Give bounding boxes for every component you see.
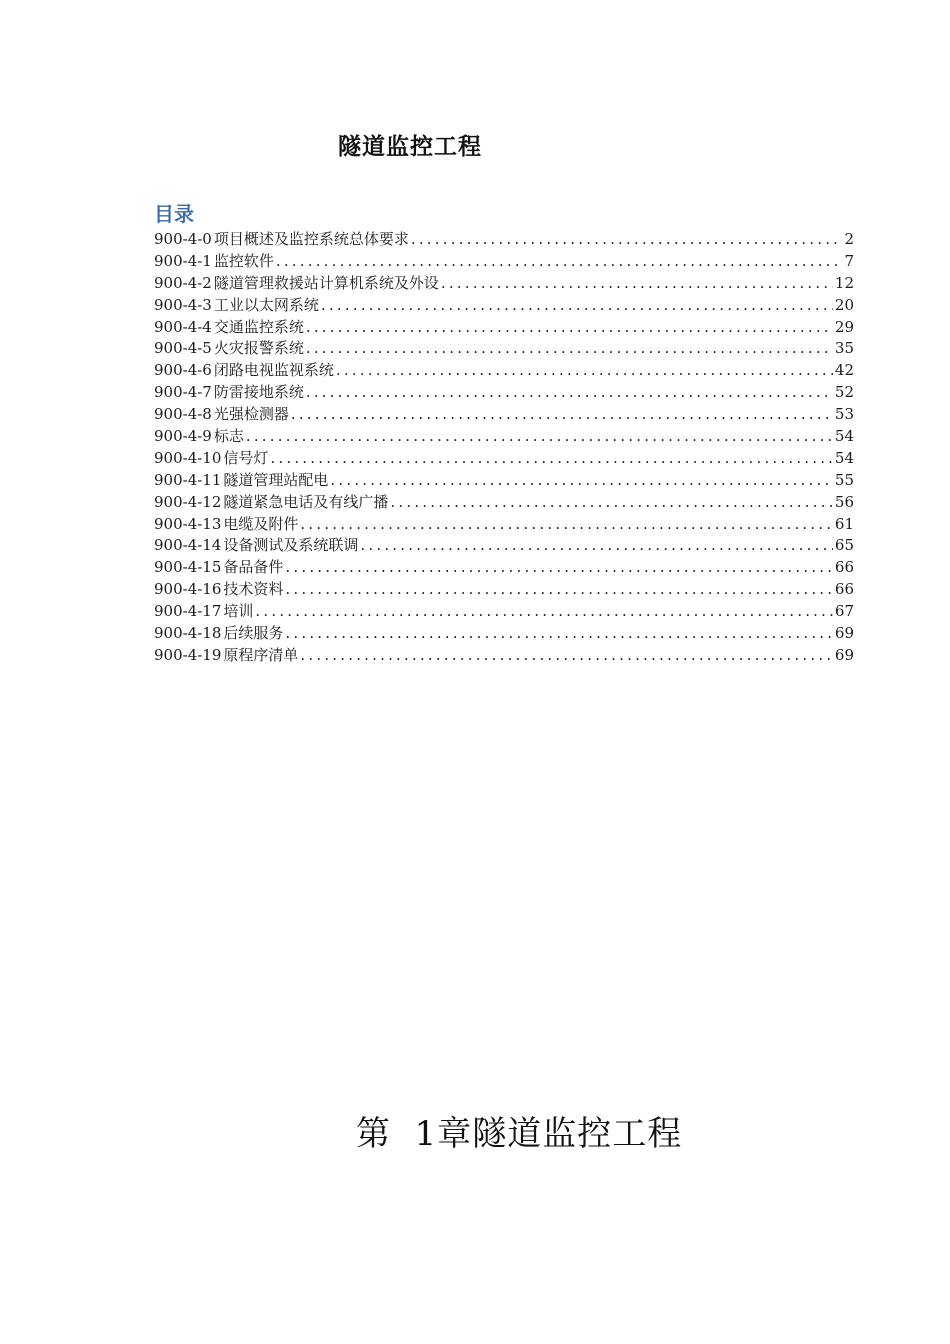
toc-entry-page: 29 — [834, 317, 854, 336]
toc-entry-page: 56 — [834, 492, 854, 511]
toc-entry-number: 900-4-14 — [154, 536, 222, 555]
toc-entry-page: 7 — [844, 251, 854, 270]
toc-entry-page: 54 — [834, 427, 854, 446]
toc-dot-leader — [285, 623, 832, 645]
toc-entry-page: 66 — [834, 558, 854, 577]
toc-dot-leader — [336, 360, 833, 382]
toc-entry[interactable] — [154, 426, 854, 448]
toc-entry-page: 55 — [834, 470, 854, 489]
toc-entry[interactable] — [154, 623, 854, 645]
toc-entry[interactable] — [154, 317, 854, 339]
toc-entry[interactable] — [154, 579, 854, 601]
toc-dot-leader — [246, 426, 833, 448]
toc-entry-page: 61 — [834, 514, 854, 533]
toc-entry-page: 20 — [834, 295, 854, 314]
toc-dot-leader — [306, 338, 833, 360]
toc-entry-page: 66 — [834, 580, 854, 599]
toc-entry-label: 隧道管理站配电 — [223, 470, 329, 489]
chapter-title: 第 1章隧道监控工程 — [356, 1114, 683, 1154]
toc-entry-page: 42 — [834, 361, 854, 380]
toc-dot-leader — [276, 251, 843, 273]
toc-entry-number: 900-4-7 — [154, 383, 212, 402]
toc-entry-page: 12 — [834, 273, 854, 292]
toc-entry-number: 900-4-6 — [154, 361, 212, 380]
toc-entry[interactable] — [154, 492, 854, 514]
toc-entry-page: 2 — [844, 230, 854, 248]
toc-entry[interactable] — [154, 295, 854, 317]
toc-dot-leader — [330, 470, 832, 492]
toc-dot-leader — [306, 382, 833, 404]
toc-entry-number: 900-4-4 — [154, 317, 212, 336]
toc-entry-number: 900-4-12 — [154, 492, 222, 511]
toc-entry-number: 900-4-3 — [154, 295, 212, 314]
toc-dot-leader — [285, 557, 832, 579]
toc-entry[interactable] — [154, 557, 854, 579]
toc-entry-number: 900-4-18 — [154, 624, 222, 643]
toc-entry-number: 900-4-8 — [154, 405, 212, 424]
toc-entry[interactable] — [154, 382, 854, 404]
toc-entry[interactable] — [154, 470, 854, 492]
toc-entry-label: 标志 — [213, 427, 244, 446]
toc-dot-leader — [411, 229, 843, 251]
toc-entry-page: 35 — [834, 339, 854, 358]
toc-entry[interactable] — [154, 601, 854, 623]
toc-entry[interactable] — [154, 251, 854, 273]
toc-entry-number: 900-4-13 — [154, 514, 222, 533]
toc-dot-leader — [306, 317, 833, 339]
toc-dot-leader — [270, 448, 832, 470]
toc-entry[interactable] — [154, 273, 854, 295]
toc-dot-leader — [291, 404, 833, 426]
toc-entry-label: 监控软件 — [213, 251, 274, 270]
toc-dot-leader — [300, 514, 832, 536]
toc-entry[interactable] — [154, 645, 854, 667]
toc-entry-label: 后续服务 — [223, 624, 284, 643]
toc-entry-label: 工业以太网系统 — [213, 295, 319, 314]
table-of-contents — [154, 229, 854, 667]
toc-entry-number: 900-4-10 — [154, 448, 222, 467]
toc-entry-number: 900-4-17 — [154, 602, 222, 621]
toc-entry-number: 900-4-11 — [154, 470, 222, 489]
toc-entry-label: 培训 — [223, 602, 254, 621]
toc-entry-number: 900-4-2 — [154, 273, 212, 292]
document-title: 隧道监控工程 — [338, 134, 482, 160]
toc-entry-page: 69 — [834, 645, 854, 664]
toc-entry-page: 65 — [834, 536, 854, 555]
toc-entry[interactable] — [154, 229, 854, 251]
toc-entry-label: 原程序清单 — [223, 645, 299, 664]
toc-entry-label: 隧道管理救援站计算机系统及外设 — [213, 273, 439, 292]
toc-entry[interactable] — [154, 338, 854, 360]
toc-entry-label: 光强检测器 — [213, 405, 289, 424]
toc-entry-number: 900-4-16 — [154, 580, 222, 599]
toc-entry-label: 电缆及附件 — [223, 514, 299, 533]
toc-entry-number: 900-4-19 — [154, 645, 222, 664]
toc-heading: 目录 — [154, 202, 194, 226]
toc-entry-label: 隧道紧急电话及有线广播 — [223, 492, 389, 511]
toc-entry-number: 900-4-9 — [154, 427, 212, 446]
toc-dot-leader — [360, 535, 832, 557]
toc-entry-label: 技术资料 — [223, 580, 284, 599]
toc-entry[interactable] — [154, 514, 854, 536]
toc-entry-page: 53 — [834, 405, 854, 424]
toc-dot-leader — [321, 295, 833, 317]
toc-entry-page: 69 — [834, 624, 854, 643]
toc-entry-number: 900-4-15 — [154, 558, 222, 577]
toc-dot-leader — [441, 273, 833, 295]
toc-entry[interactable] — [154, 360, 854, 382]
toc-entry-label: 闭路电视监视系统 — [213, 361, 334, 380]
toc-entry-number: 900-4-5 — [154, 339, 212, 358]
toc-entry-label: 交通监控系统 — [213, 317, 304, 336]
toc-entry[interactable] — [154, 404, 854, 426]
toc-dot-leader — [390, 492, 832, 514]
toc-entry-label: 设备测试及系统联调 — [223, 536, 359, 555]
toc-entry[interactable] — [154, 448, 854, 470]
toc-entry-page: 67 — [834, 602, 854, 621]
toc-entry-label: 信号灯 — [223, 448, 269, 467]
toc-entry-label: 火灾报警系统 — [213, 339, 304, 358]
toc-entry-number: 900-4-1 — [154, 251, 212, 270]
toc-entry-label: 备品备件 — [223, 558, 284, 577]
toc-dot-leader — [285, 579, 832, 601]
toc-entry-page: 52 — [834, 383, 854, 402]
toc-dot-leader — [300, 645, 832, 667]
toc-entry-label: 项目概述及监控系统总体要求 — [213, 230, 409, 248]
toc-entry[interactable] — [154, 535, 854, 557]
toc-entry-number: 900-4-0 — [154, 230, 212, 248]
toc-entry-label: 防雷接地系统 — [213, 383, 304, 402]
toc-dot-leader — [255, 601, 832, 623]
toc-entry-page: 54 — [834, 448, 854, 467]
